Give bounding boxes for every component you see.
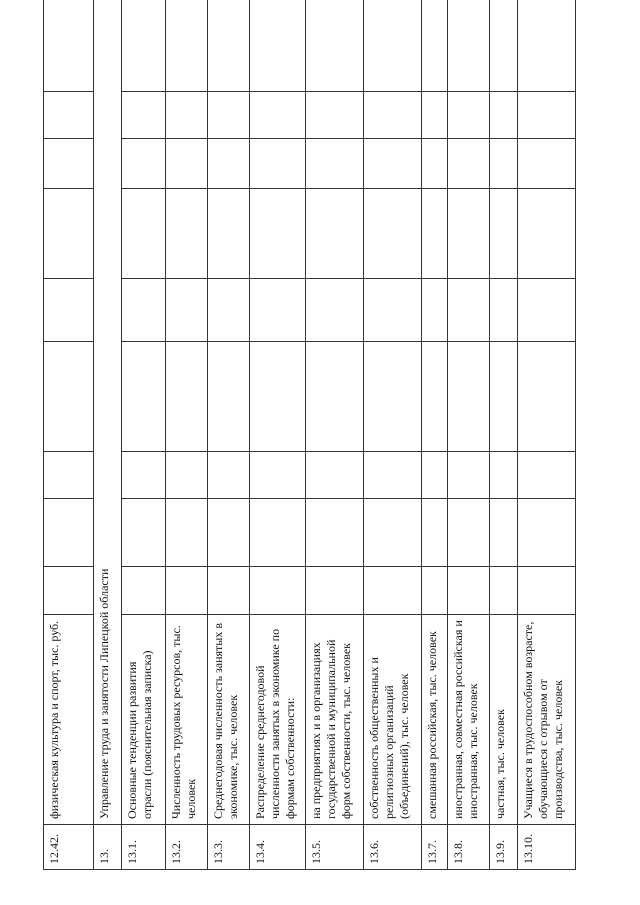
value-cell xyxy=(448,342,490,452)
value-cell xyxy=(122,279,166,342)
value-cell xyxy=(166,452,208,499)
row-number: 13.2. xyxy=(166,825,208,870)
value-cell xyxy=(448,139,490,189)
indicator-name: частная, тыс. человек xyxy=(490,615,518,825)
value-cell xyxy=(490,0,518,92)
row-number: 13.9. xyxy=(490,825,518,870)
value-cell xyxy=(448,499,490,567)
value-cell xyxy=(448,0,490,92)
row-number: 13.1. xyxy=(122,825,166,870)
value-cell xyxy=(422,342,448,452)
value-cell xyxy=(44,92,94,139)
value-cell xyxy=(44,139,94,189)
value-cell xyxy=(122,92,166,139)
value-cell xyxy=(448,92,490,139)
row-number: 13.7. xyxy=(422,825,448,870)
value-cell xyxy=(448,452,490,499)
value-cell xyxy=(490,452,518,499)
indicator-name: собственность общественных и религиозных организаций (объединений), тыс. человек xyxy=(364,615,422,825)
value-cell xyxy=(44,0,94,92)
value-cell xyxy=(306,189,364,279)
value-cell xyxy=(518,139,576,189)
value-cell xyxy=(306,499,364,567)
value-cell xyxy=(490,342,518,452)
value-cell xyxy=(364,567,422,615)
table-row xyxy=(250,0,306,870)
value-cell xyxy=(364,279,422,342)
value-cell xyxy=(448,567,490,615)
value-cell xyxy=(422,139,448,189)
value-cell xyxy=(166,342,208,452)
value-cell xyxy=(44,279,94,342)
value-cell xyxy=(448,279,490,342)
row-number: 13.4. xyxy=(250,825,306,870)
value-cell xyxy=(122,139,166,189)
value-cell xyxy=(166,279,208,342)
value-cell xyxy=(306,452,364,499)
value-cell xyxy=(364,0,422,92)
value-cell xyxy=(518,279,576,342)
value-cell xyxy=(364,499,422,567)
value-cell xyxy=(250,0,306,92)
value-cell xyxy=(490,92,518,139)
value-cell xyxy=(122,189,166,279)
value-cell xyxy=(306,567,364,615)
indicator-name: Распределение среднегодовой численности занятых в экономике по формам собственности: xyxy=(250,615,306,825)
value-cell xyxy=(306,92,364,139)
value-cell xyxy=(448,189,490,279)
indicator-name: Основные тенденции развития отрасли (пояснительная записка) xyxy=(122,615,166,825)
value-cell xyxy=(122,0,166,92)
value-cell xyxy=(364,139,422,189)
value-cell xyxy=(122,499,166,567)
value-cell xyxy=(422,0,448,92)
indicator-name: Учащиеся в трудоспособном возрасте, обучающиеся с отрывом от производства, тыс. человек xyxy=(518,615,576,825)
value-cell xyxy=(250,567,306,615)
value-cell xyxy=(518,567,576,615)
table-row xyxy=(364,0,422,870)
value-cell xyxy=(44,342,94,452)
value-cell xyxy=(166,189,208,279)
value-cell xyxy=(364,452,422,499)
indicator-name: физическая культура и спорт, тыс. руб. xyxy=(44,615,94,825)
row-number: 13.8. xyxy=(448,825,490,870)
value-cell xyxy=(490,279,518,342)
row-number: 13.5. xyxy=(306,825,364,870)
value-cell xyxy=(208,342,250,452)
indicator-name: смешанная российская, тыс. человек xyxy=(422,615,448,825)
value-cell xyxy=(518,452,576,499)
value-cell xyxy=(422,279,448,342)
table-row xyxy=(208,0,250,870)
row-number: 13.3. xyxy=(208,825,250,870)
value-cell xyxy=(208,279,250,342)
value-cell xyxy=(306,279,364,342)
value-cell xyxy=(250,279,306,342)
indicator-name: Среднегодовая численность занятых в экономике, тыс. человек xyxy=(208,615,250,825)
value-cell xyxy=(490,567,518,615)
value-cell xyxy=(122,342,166,452)
indicator-name: иностранная, совместная российская и иностранная, тыс. человек xyxy=(448,615,490,825)
value-cell xyxy=(422,92,448,139)
table-row xyxy=(44,0,94,870)
value-cell xyxy=(208,139,250,189)
value-cell xyxy=(250,342,306,452)
rotated-page xyxy=(43,10,565,870)
value-cell xyxy=(208,567,250,615)
value-cell xyxy=(422,567,448,615)
value-cell xyxy=(518,92,576,139)
value-cell xyxy=(490,139,518,189)
value-cell xyxy=(166,139,208,189)
table-row xyxy=(518,0,576,870)
value-cell xyxy=(44,567,94,615)
value-cell xyxy=(364,189,422,279)
value-cell xyxy=(208,452,250,499)
row-number: 12.42. xyxy=(44,825,94,870)
value-cell xyxy=(364,92,422,139)
indicator-name: Численность трудовых ресурсов, тыс. человек xyxy=(166,615,208,825)
row-number: 13. xyxy=(94,825,122,870)
value-cell xyxy=(250,92,306,139)
value-cell xyxy=(422,452,448,499)
value-cell xyxy=(306,139,364,189)
value-cell xyxy=(306,342,364,452)
value-cell xyxy=(250,452,306,499)
value-cell xyxy=(306,0,364,92)
document-sheet xyxy=(43,10,565,870)
value-cell xyxy=(250,189,306,279)
value-cell xyxy=(166,567,208,615)
table-row xyxy=(94,0,122,870)
value-cell xyxy=(208,0,250,92)
table-row xyxy=(422,0,448,870)
table-row xyxy=(490,0,518,870)
value-cell xyxy=(490,499,518,567)
value-cell xyxy=(122,567,166,615)
value-cell xyxy=(166,92,208,139)
value-cell xyxy=(208,499,250,567)
value-cell xyxy=(518,499,576,567)
value-cell xyxy=(208,189,250,279)
row-number: 13.6. xyxy=(364,825,422,870)
value-cell xyxy=(166,0,208,92)
value-cell xyxy=(518,0,576,92)
value-cell xyxy=(422,189,448,279)
data-table xyxy=(43,0,576,870)
value-cell xyxy=(250,139,306,189)
table-row xyxy=(122,0,166,870)
value-cell xyxy=(44,452,94,499)
row-number: 13.10. xyxy=(518,825,576,870)
value-cell xyxy=(364,342,422,452)
value-cell xyxy=(250,499,306,567)
value-cell xyxy=(518,189,576,279)
table-row xyxy=(306,0,364,870)
value-cell xyxy=(44,499,94,567)
value-cell xyxy=(122,452,166,499)
table-body xyxy=(44,0,576,870)
value-cell xyxy=(518,342,576,452)
table-row xyxy=(166,0,208,870)
value-cell xyxy=(208,92,250,139)
indicator-name: на предприятиях и в организациях государственной и муниципальной форм собственности, тыс. человек xyxy=(306,615,364,825)
value-cell xyxy=(44,189,94,279)
section-title: Управление труда и занятости Липецкой области xyxy=(94,0,122,825)
value-cell xyxy=(422,499,448,567)
table-row xyxy=(448,0,490,870)
value-cell xyxy=(166,499,208,567)
value-cell xyxy=(490,189,518,279)
